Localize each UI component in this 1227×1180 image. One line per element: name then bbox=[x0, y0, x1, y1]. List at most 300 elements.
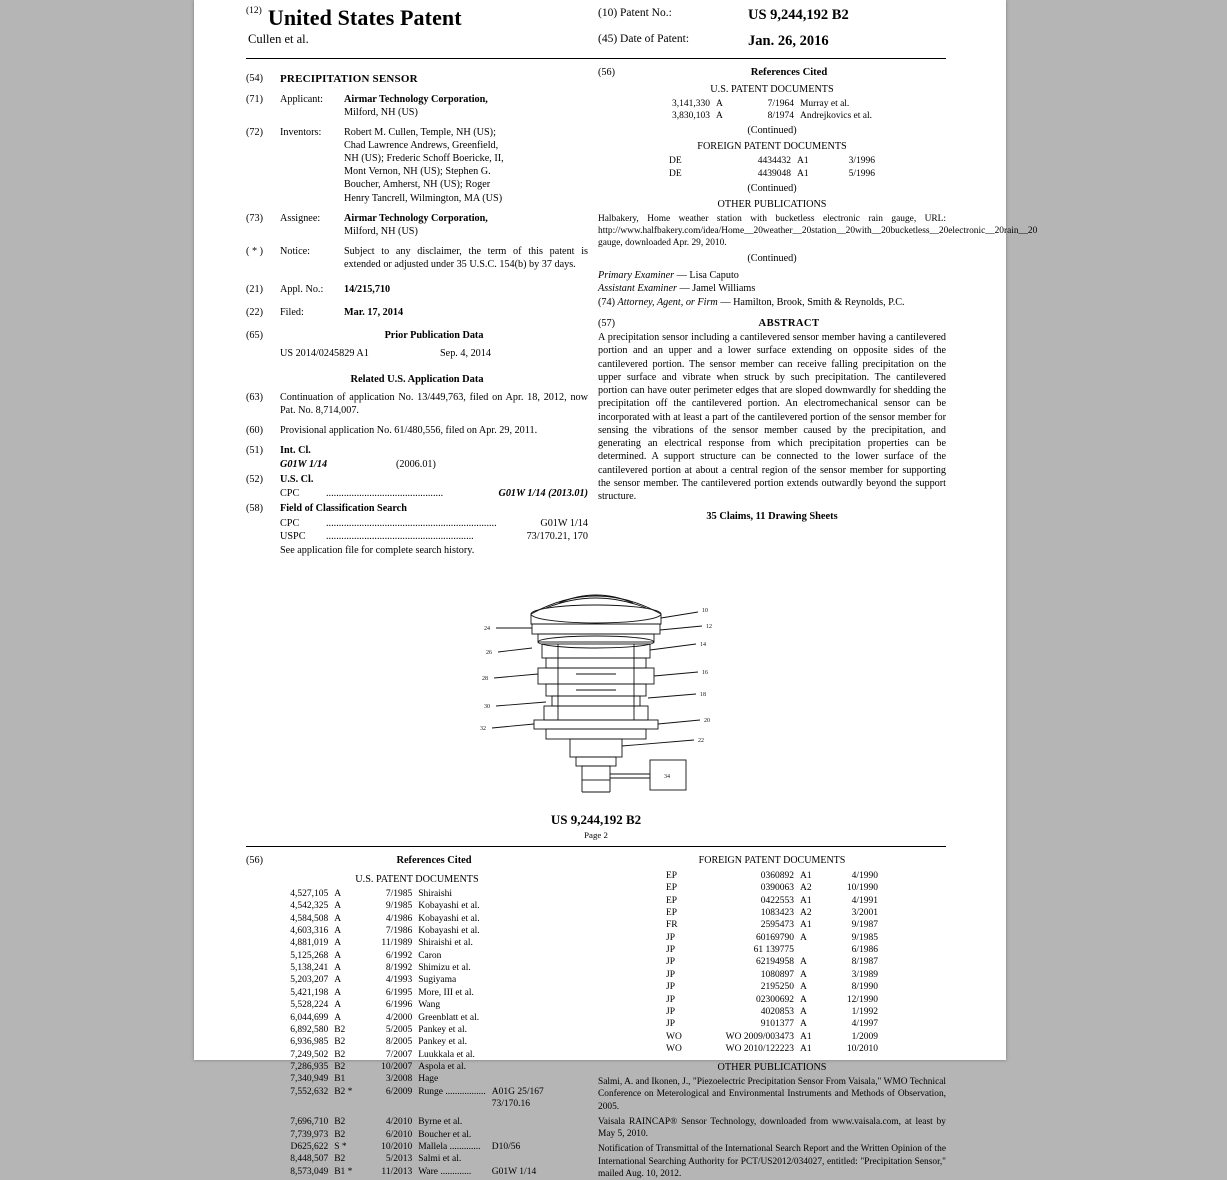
em-dash: — bbox=[720, 297, 734, 309]
assignee-name: Airmar Technology Corporation, bbox=[344, 212, 488, 224]
int-cl-year: (2006.01) bbox=[396, 459, 436, 471]
patent-kind: B1 * bbox=[334, 1166, 353, 1177]
patent-class bbox=[489, 937, 547, 949]
patent-number: 62194958 bbox=[756, 957, 794, 968]
patent-kind: B2 bbox=[334, 1024, 346, 1035]
table-row bbox=[663, 956, 881, 968]
table-row bbox=[287, 950, 547, 962]
patent-number: 7,739,973 bbox=[290, 1129, 329, 1140]
field-code-notice: ( * ) bbox=[246, 245, 263, 257]
svg-text:26: 26 bbox=[486, 650, 492, 657]
country-code: WO bbox=[666, 1031, 682, 1042]
field-notice bbox=[246, 245, 588, 271]
patent-number: 6,936,985 bbox=[290, 1037, 329, 1048]
svg-text:30: 30 bbox=[484, 704, 490, 711]
patent-date: 4/2000 bbox=[385, 1012, 413, 1023]
patent-date: 10/1990 bbox=[846, 883, 878, 894]
patent-number: 5,125,268 bbox=[290, 950, 329, 961]
page2-divider bbox=[246, 846, 946, 847]
field-references-cited bbox=[598, 66, 946, 80]
patent-kind: B2 bbox=[334, 1049, 346, 1060]
notice-text: Subject to any disclaimer, the term of this patent is extended or adjusted under 35 U.S.C. 154(b) by 37 days. bbox=[344, 245, 588, 270]
page2-us-documents-heading: U.S. PATENT DOCUMENTS bbox=[355, 874, 479, 886]
patent-kind: A bbox=[800, 969, 807, 980]
patent-number: 0422553 bbox=[760, 895, 794, 906]
patent-kind: A bbox=[334, 938, 342, 949]
prior-publication-heading: Prior Publication Data bbox=[384, 329, 484, 341]
other-publication-entry: Halbakery, Home weather station with bucketless electronic rain gauge, URL: http://www.halfbakery.com/idea/Home__20weather__20station__20with__20bucketless__20electronic__20rain__20 gauge, downloaded Apr. 29, 2010. bbox=[598, 214, 1038, 249]
references-cited-heading: References Cited bbox=[750, 67, 828, 79]
patent-class: D10/56 bbox=[491, 1141, 521, 1152]
country-code: JP bbox=[666, 994, 675, 1005]
patent-number: 7,249,502 bbox=[290, 1049, 329, 1060]
focs-cpc-key: CPC bbox=[280, 517, 300, 529]
patent-class bbox=[489, 962, 547, 974]
patent-kind: A bbox=[800, 957, 807, 968]
focs-uspc-value: 73/170.21, 170 bbox=[526, 530, 588, 542]
filed-label: Filed: bbox=[280, 306, 304, 318]
patent-assignee-name: Ware ............. bbox=[418, 1166, 472, 1177]
patent-date: 10/2007 bbox=[381, 1061, 413, 1072]
table-row bbox=[287, 1012, 547, 1024]
abstract-heading: ABSTRACT bbox=[758, 318, 820, 329]
patent-number: D625,622 bbox=[290, 1141, 329, 1152]
patent-number: 7,696,710 bbox=[290, 1117, 329, 1128]
leader-dots: ................................................................... bbox=[326, 517, 497, 529]
field-prior-publication bbox=[246, 329, 588, 360]
abstract-heading-row bbox=[598, 318, 946, 329]
svg-text:10: 10 bbox=[702, 608, 708, 615]
continued-marker: (Continued) bbox=[747, 125, 797, 137]
patent-class bbox=[489, 974, 547, 986]
inventor-line: NH (US); Frederic Schoff Boericke, II, bbox=[344, 153, 504, 165]
patent-number: 6,892,580 bbox=[290, 1024, 329, 1035]
patent-number: 3,830,103 bbox=[671, 111, 710, 122]
table-row bbox=[287, 962, 547, 974]
patent-date: 9/1987 bbox=[851, 920, 878, 931]
table-row bbox=[287, 999, 547, 1011]
patent-date: 11/2013 bbox=[381, 1166, 413, 1177]
patent-number-row bbox=[598, 6, 946, 26]
svg-text:28: 28 bbox=[482, 676, 488, 683]
em-dash: — bbox=[679, 283, 693, 295]
country-code: FR bbox=[666, 920, 678, 931]
table-row bbox=[287, 1098, 547, 1110]
field-code-73: (73) bbox=[246, 212, 263, 224]
table-row bbox=[287, 937, 547, 949]
page2-foreign-references-column bbox=[598, 855, 946, 1180]
int-cl-label: Int. Cl. bbox=[280, 445, 311, 457]
applicant-surname-line: Cullen et al. bbox=[248, 32, 309, 47]
patent-class bbox=[489, 925, 547, 937]
patent-date: 11/1989 bbox=[381, 938, 413, 949]
patent-date: 3/1989 bbox=[851, 969, 878, 980]
table-row bbox=[287, 974, 547, 986]
patent-kind bbox=[797, 944, 823, 956]
page2-other-publications-heading: OTHER PUBLICATIONS bbox=[717, 1062, 827, 1074]
field-code-71: (71) bbox=[246, 94, 263, 106]
patent-kind: A1 bbox=[797, 156, 809, 167]
table-row bbox=[663, 919, 881, 931]
patent-kind: A1 bbox=[800, 895, 812, 906]
field-provisional bbox=[246, 424, 588, 437]
patent-kind: A bbox=[334, 901, 342, 912]
patent-kind: B2 bbox=[334, 1061, 346, 1072]
patent-number: 61 139775 bbox=[753, 945, 794, 956]
patent-number: 5,528,224 bbox=[290, 1000, 329, 1011]
leader-dots: .......................................................... bbox=[326, 530, 474, 542]
other-publication-entry: Vaisala RAINCAP® Sensor Technology, downloaded from www.vaisala.com, at least by May 5, 2010. bbox=[598, 1116, 946, 1140]
table-row bbox=[663, 907, 881, 919]
claims-drawings-count: 35 Claims, 11 Drawing Sheets bbox=[706, 511, 838, 523]
patent-date: 4/1990 bbox=[851, 871, 878, 882]
assistant-examiner-name: Jamel Williams bbox=[692, 283, 756, 295]
inventor-line: Robert M. Cullen, Temple, NH (US); bbox=[344, 127, 496, 139]
patent-date: 5/1996 bbox=[848, 168, 875, 179]
appl-no-value: 14/215,710 bbox=[344, 283, 391, 295]
inventors-label: Inventors: bbox=[280, 127, 322, 139]
page2-foreign-documents-table bbox=[663, 870, 881, 1055]
assignee-label: Assignee: bbox=[280, 212, 321, 224]
invention-title: PRECIPITATION SENSOR bbox=[280, 73, 418, 86]
patent-number: 3,141,330 bbox=[671, 98, 710, 109]
assignee-value bbox=[344, 212, 588, 238]
patent-kind: A bbox=[800, 1006, 807, 1017]
patent-page bbox=[194, 0, 1038, 1179]
table-row bbox=[663, 1031, 881, 1043]
field-classification-search bbox=[246, 502, 588, 557]
patent-class bbox=[489, 913, 547, 925]
page2-patent-number: US 9,244,192 B2 bbox=[550, 812, 642, 828]
patent-number: 4020853 bbox=[760, 1006, 794, 1017]
applicant-address: Milford, NH (US) bbox=[344, 107, 418, 119]
patent-kind: B2 * bbox=[334, 1086, 353, 1097]
table-row bbox=[663, 932, 881, 944]
patent-kind: A bbox=[800, 994, 807, 1005]
patent-date: 6/1986 bbox=[851, 945, 878, 956]
svg-text:20: 20 bbox=[704, 718, 710, 725]
patent-number: 0390063 bbox=[760, 883, 794, 894]
patent-number: 1083423 bbox=[760, 908, 794, 919]
inventor-line: Chad Lawrence Andrews, Greenfield, bbox=[344, 140, 499, 152]
header-right bbox=[598, 6, 946, 51]
patent-class: 73/170.16 bbox=[491, 1098, 531, 1109]
page2-columns bbox=[246, 855, 946, 1180]
continued-marker: (Continued) bbox=[747, 183, 797, 195]
patent-kind: A bbox=[334, 889, 342, 900]
patent-kind: A bbox=[334, 926, 342, 937]
patent-assignee-name: Shimizu et al. bbox=[418, 963, 471, 974]
patent-assignee-name: Pankey et al. bbox=[418, 1037, 468, 1048]
country-code: EP bbox=[666, 895, 678, 906]
assistant-examiner-line bbox=[598, 282, 946, 296]
country-code: JP bbox=[666, 957, 675, 968]
field-code-58: (58) bbox=[246, 503, 263, 515]
patent-kind: A bbox=[800, 1019, 807, 1030]
svg-text:16: 16 bbox=[702, 670, 708, 677]
table-row bbox=[669, 98, 875, 110]
us-patent-documents-table bbox=[669, 98, 875, 123]
patent-kind: A1 bbox=[800, 871, 812, 882]
patent-number: 60169790 bbox=[756, 932, 794, 943]
field-code-22: (22) bbox=[246, 306, 263, 318]
patent-assignee-name: Murray et al. bbox=[799, 98, 850, 109]
table-row bbox=[663, 1043, 881, 1055]
country-code: WO bbox=[666, 1043, 682, 1054]
focs-uspc-key: USPC bbox=[280, 530, 306, 542]
country-code: DE bbox=[669, 156, 682, 167]
field-code-54: (54) bbox=[246, 73, 263, 85]
country-code: DE bbox=[669, 168, 682, 179]
patent-assignee-name: Sugiyama bbox=[418, 975, 457, 986]
inventor-line: Boucher, Amherst, NH (US); Roger bbox=[344, 179, 491, 191]
prior-publication-number: US 2014/0245829 A1 bbox=[280, 347, 369, 359]
field-us-cl bbox=[246, 473, 588, 500]
patent-date: 3/2001 bbox=[851, 908, 878, 919]
patent-kind: B2 bbox=[334, 1154, 346, 1165]
patent-date: 6/2009 bbox=[385, 1086, 413, 1097]
patent-assignee-name: More, III et al. bbox=[418, 987, 474, 998]
patent-number: 02300692 bbox=[756, 994, 794, 1005]
patent-number-value: US 9,244,192 B2 bbox=[748, 7, 849, 23]
patent-number: 4,542,325 bbox=[290, 901, 329, 912]
inventor-line: Mont Vernon, NH (US); Stephen G. bbox=[344, 166, 491, 178]
continued-marker: (Continued) bbox=[747, 252, 797, 264]
provisional-text: Provisional application No. 61/480,556, filed on Apr. 29, 2011. bbox=[280, 425, 538, 437]
field-code-57: (57) bbox=[598, 318, 615, 329]
patent-number: 4,527,105 bbox=[290, 889, 329, 900]
patent-kind: A bbox=[800, 932, 807, 943]
field-code-72: (72) bbox=[246, 127, 263, 139]
patent-date: 4/1997 bbox=[851, 1019, 878, 1030]
patent-kind: A2 bbox=[800, 908, 812, 919]
patent-class: G01W 1/14 bbox=[491, 1166, 537, 1177]
patent-number: 1080897 bbox=[760, 969, 794, 980]
patent-class bbox=[489, 888, 547, 900]
table-row bbox=[663, 981, 881, 993]
patent-date: 4/2010 bbox=[385, 1117, 413, 1128]
patent-class: A01G 25/167 bbox=[491, 1086, 544, 1097]
continuation-text: Continuation of application No. 13/449,763, filed on Apr. 18, 2012, now Pat. No. 8,714,007. bbox=[280, 391, 588, 416]
patent-number: 7,286,935 bbox=[290, 1061, 329, 1072]
table-row bbox=[663, 1006, 881, 1018]
patent-class bbox=[489, 1153, 547, 1165]
field-code-21: (21) bbox=[246, 283, 263, 295]
field-appl-no bbox=[246, 283, 588, 296]
table-row bbox=[287, 1049, 547, 1061]
front-page-columns bbox=[246, 66, 1038, 564]
field-filed bbox=[246, 306, 588, 319]
patent-date: 9/1985 bbox=[385, 901, 413, 912]
field-code-65: (65) bbox=[246, 329, 263, 341]
other-publication-entry: Salmi, A. and Ikonen, J., "Piezoelectric Precipitation Sensor From Vaisala," WMO Technical Conference on Meterological and Environmental Instruments and Methods of Observation, 2005. bbox=[598, 1077, 946, 1112]
int-cl-value: G01W 1/14 bbox=[280, 459, 328, 471]
ref-name: Ware bbox=[418, 1166, 439, 1177]
patent-number: 7,552,632 bbox=[290, 1086, 329, 1097]
focs-label: Field of Classification Search bbox=[280, 503, 407, 515]
patent-date: 8/1992 bbox=[385, 963, 413, 974]
svg-text:24: 24 bbox=[484, 626, 490, 633]
patent-number: 4439048 bbox=[757, 168, 791, 179]
patent-number: 0360892 bbox=[760, 871, 794, 882]
patent-kind: A bbox=[715, 111, 723, 122]
us-cl-label: U.S. Cl. bbox=[280, 474, 314, 486]
patent-assignee-name: Mallela ............. bbox=[418, 1141, 481, 1152]
table-row bbox=[287, 1110, 547, 1128]
patent-number: WO 2010/122223 bbox=[725, 1043, 794, 1054]
patent-assignee-name: Aspola et al. bbox=[418, 1061, 466, 1072]
attorney-line bbox=[598, 296, 946, 310]
patent-date: 6/2010 bbox=[385, 1129, 413, 1140]
patent-date: 7/2007 bbox=[385, 1049, 413, 1060]
patent-date: 4/1991 bbox=[851, 895, 878, 906]
patent-kind: A1 bbox=[800, 1031, 812, 1042]
patent-kind: A bbox=[800, 982, 807, 993]
country-code: EP bbox=[666, 871, 678, 882]
patent-class bbox=[489, 1036, 547, 1048]
patent-date: 7/1986 bbox=[385, 926, 413, 937]
patent-assignee-name: Andrejkovics et al. bbox=[799, 111, 873, 122]
patent-date: 9/1985 bbox=[851, 932, 878, 943]
patent-class bbox=[489, 950, 547, 962]
field-applicant bbox=[246, 93, 588, 119]
primary-examiner-line bbox=[598, 269, 946, 283]
patent-kind: A2 bbox=[800, 883, 812, 894]
patent-number: 4,603,316 bbox=[290, 926, 329, 937]
assignee-address: Milford, NH (US) bbox=[344, 225, 418, 237]
table-row bbox=[663, 944, 881, 956]
country-code: JP bbox=[666, 932, 675, 943]
patent-number: 8,448,507 bbox=[290, 1154, 329, 1165]
table-row bbox=[663, 1018, 881, 1030]
patent-class bbox=[489, 1110, 547, 1128]
table-row bbox=[666, 155, 878, 167]
table-row bbox=[663, 969, 881, 981]
patent-kind: B2 bbox=[334, 1129, 346, 1140]
other-publications-heading: OTHER PUBLICATIONS bbox=[717, 199, 827, 211]
patent-date: 1/1992 bbox=[851, 1006, 878, 1017]
patent-kind: A bbox=[334, 950, 342, 961]
field-title bbox=[246, 72, 588, 86]
patent-class bbox=[489, 1012, 547, 1024]
patent-number: 2195250 bbox=[760, 982, 794, 993]
patent-class bbox=[489, 987, 547, 999]
header-divider bbox=[246, 58, 946, 59]
leader-dots: .............................................. bbox=[326, 488, 444, 500]
svg-text:12: 12 bbox=[706, 624, 712, 631]
applicant-label: Applicant: bbox=[280, 94, 324, 106]
field-continuation bbox=[246, 391, 588, 417]
patent-assignee-name: Kobayashi et al. bbox=[418, 926, 480, 937]
patent-assignee-name: Greenblatt et al. bbox=[418, 1012, 480, 1023]
primary-examiner-label: Primary Examiner bbox=[598, 269, 675, 281]
patent-date-value: Jan. 26, 2016 bbox=[748, 32, 829, 49]
field-code-51: (51) bbox=[246, 445, 263, 457]
patent-assignee-name: Caron bbox=[418, 950, 442, 961]
us-cl-value: G01W 1/14 (2013.01) bbox=[498, 488, 588, 500]
patent-date: 7/1985 bbox=[385, 889, 413, 900]
patent-assignee-name: Shiraishi et al. bbox=[418, 938, 473, 949]
svg-text:18: 18 bbox=[700, 692, 706, 699]
field-code-52: (52) bbox=[246, 474, 263, 486]
patent-date: 8/1987 bbox=[851, 957, 878, 968]
svg-text:32: 32 bbox=[480, 726, 486, 733]
table-row bbox=[287, 925, 547, 937]
table-row bbox=[287, 1024, 547, 1036]
patent-date-row bbox=[598, 32, 946, 52]
page2-references-cited-heading: References Cited bbox=[396, 855, 472, 867]
table-row bbox=[287, 1153, 547, 1165]
inventor-line: Henry Tancrell, Wilmington, MA (US) bbox=[344, 192, 503, 204]
patent-number: 2595473 bbox=[760, 920, 794, 931]
patent-assignee-name: Pankey et al. bbox=[418, 1024, 468, 1035]
field-int-cl bbox=[246, 444, 588, 471]
patent-date: 5/2005 bbox=[385, 1024, 413, 1035]
patent-date: 4/1986 bbox=[385, 913, 413, 924]
table-row bbox=[663, 895, 881, 907]
page-title: United States Patent bbox=[267, 5, 462, 30]
patent-class bbox=[489, 1049, 547, 1061]
svg-text:22: 22 bbox=[698, 738, 704, 745]
country-code: JP bbox=[666, 982, 675, 993]
ref-name: Mallela bbox=[418, 1141, 448, 1152]
primary-examiner-name: Lisa Caputo bbox=[689, 269, 739, 281]
table-row bbox=[669, 110, 875, 122]
patent-number: 8,573,049 bbox=[290, 1166, 329, 1177]
patent-number: 9101377 bbox=[760, 1019, 794, 1030]
page2-label: Page 2 bbox=[584, 830, 608, 841]
patent-number: 4434432 bbox=[757, 156, 791, 167]
patent-assignee-name: Kobayashi et al. bbox=[418, 901, 480, 912]
patent-class bbox=[489, 1073, 547, 1085]
patent-date: 3/1996 bbox=[848, 156, 875, 167]
patent-number-label: (10) Patent No.: bbox=[598, 7, 672, 19]
patent-kind: A1 bbox=[800, 920, 812, 931]
field-code-63: (63) bbox=[246, 391, 263, 403]
applicant-value bbox=[344, 93, 588, 119]
field-code-74: (74) bbox=[598, 297, 615, 309]
focs-cpc-value: G01W 1/14 bbox=[540, 517, 588, 529]
em-dash: — bbox=[676, 269, 690, 281]
patent-assignee-name: Boucher et al. bbox=[418, 1129, 472, 1140]
assistant-examiner-label: Assistant Examiner bbox=[598, 283, 677, 295]
header-left bbox=[246, 6, 598, 51]
patent-number: 5,138,241 bbox=[290, 963, 329, 974]
patent-kind: A1 bbox=[797, 168, 809, 179]
attorney-label: Attorney, Agent, or Firm bbox=[617, 297, 718, 309]
patent-number: 6,044,699 bbox=[290, 1012, 329, 1023]
foreign-patent-documents-table bbox=[666, 155, 878, 180]
sensor-assembly-figure bbox=[246, 578, 946, 798]
patent-kind: A1 bbox=[800, 1043, 812, 1054]
table-row bbox=[287, 1166, 547, 1178]
patent-date: 8/2005 bbox=[385, 1037, 413, 1048]
country-code: EP bbox=[666, 908, 678, 919]
patent-number: 7,340,949 bbox=[290, 1074, 329, 1085]
patent-date: 10/2010 bbox=[381, 1141, 413, 1152]
table-row bbox=[663, 994, 881, 1006]
table-row bbox=[287, 987, 547, 999]
table-row bbox=[663, 882, 881, 894]
patent-number: WO 2009/003473 bbox=[725, 1031, 794, 1042]
patent-kind: A bbox=[715, 98, 723, 109]
patent-date: 1/2009 bbox=[851, 1031, 878, 1042]
patent-date: 4/1993 bbox=[385, 975, 413, 986]
patent-date: 6/1995 bbox=[385, 987, 413, 998]
svg-text:34: 34 bbox=[664, 774, 670, 781]
applicant-name: Airmar Technology Corporation, bbox=[344, 94, 488, 106]
us-cl-key: CPC bbox=[280, 488, 300, 500]
